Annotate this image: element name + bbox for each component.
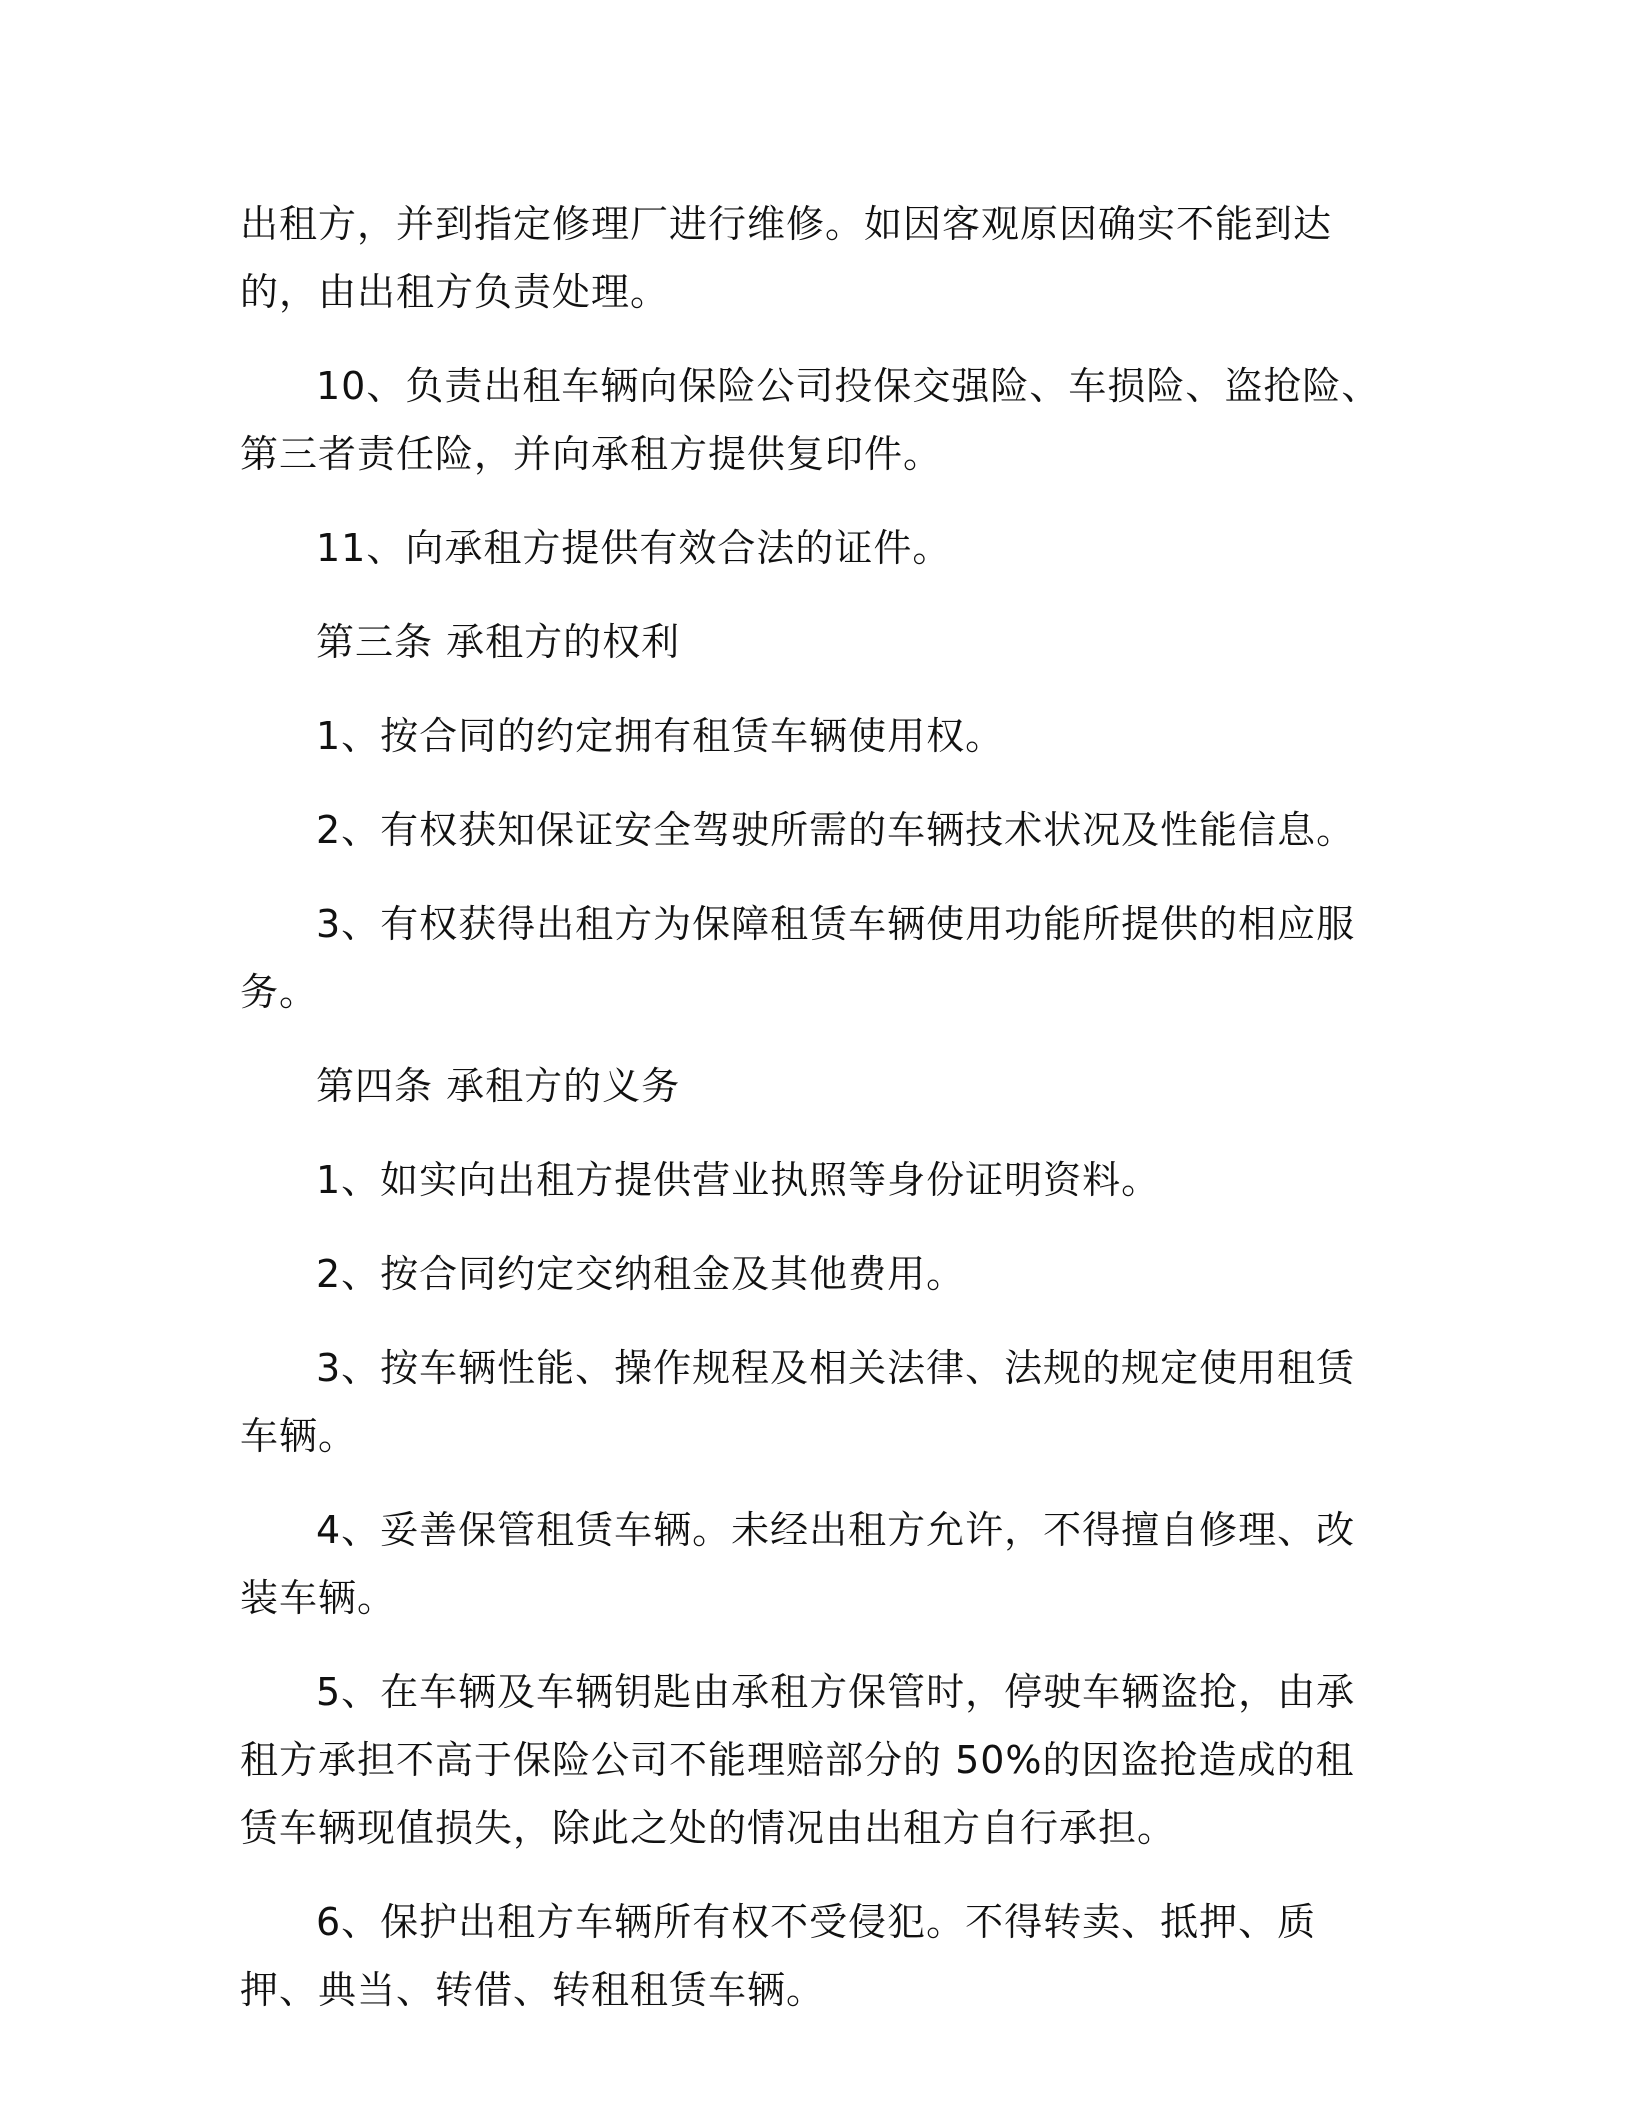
paragraph-duties-3: 3、按车辆性能、操作规程及相关法律、法规的规定使用租赁车辆。 bbox=[240, 1346, 1356, 1458]
paragraph-duties-1: 1、如实向出租方提供营业执照等身份证明资料。 bbox=[316, 1158, 1161, 1202]
paragraph-rights-2: 2、有权获知保证安全驾驶所需的车辆技术状况及性能信息。 bbox=[316, 808, 1356, 852]
paragraph-rights-1: 1、按合同的约定拥有租赁车辆使用权。 bbox=[316, 714, 1005, 758]
document-body bbox=[240, 190, 1390, 2050]
section-heading-article-3: 第三条 承租方的权利 bbox=[316, 620, 681, 664]
paragraph-duties-2: 2、按合同约定交纳租金及其他费用。 bbox=[316, 1252, 966, 1296]
paragraph-duties-5: 5、在车辆及车辆钥匙由承租方保管时，停驶车辆盗抢，由承租方承担不高于保险公司不能理赔部分的 50%的因盗抢造成的租赁车辆现值损失，除此之处的情况由出租方自行承担。 bbox=[240, 1670, 1356, 1850]
paragraph-duties-6: 6、保护出租方车辆所有权不受侵犯。不得转卖、抵押、质押、典当、转借、转租租赁车辆。 bbox=[240, 1900, 1317, 2012]
paragraph-rights-3: 3、有权获得出租方为保障租赁车辆使用功能所提供的相应服务。 bbox=[240, 902, 1356, 1014]
paragraph-item-10: 10、负责出租车辆向保险公司投保交强险、车损险、盗抢险、第三者责任险，并向承租方提供复印件。 bbox=[240, 364, 1381, 476]
paragraph-duties-4: 4、妥善保管租赁车辆。未经出租方允许，不得擅自修理、改装车辆。 bbox=[240, 1508, 1356, 1620]
paragraph-item-11: 11、向承租方提供有效合法的证件。 bbox=[316, 526, 952, 570]
paragraph-continuation: 出租方，并到指定修理厂进行维修。如因客观原因确实不能到达的，由出租方负责处理。 bbox=[240, 202, 1333, 314]
section-heading-article-4: 第四条 承租方的义务 bbox=[316, 1064, 681, 1108]
